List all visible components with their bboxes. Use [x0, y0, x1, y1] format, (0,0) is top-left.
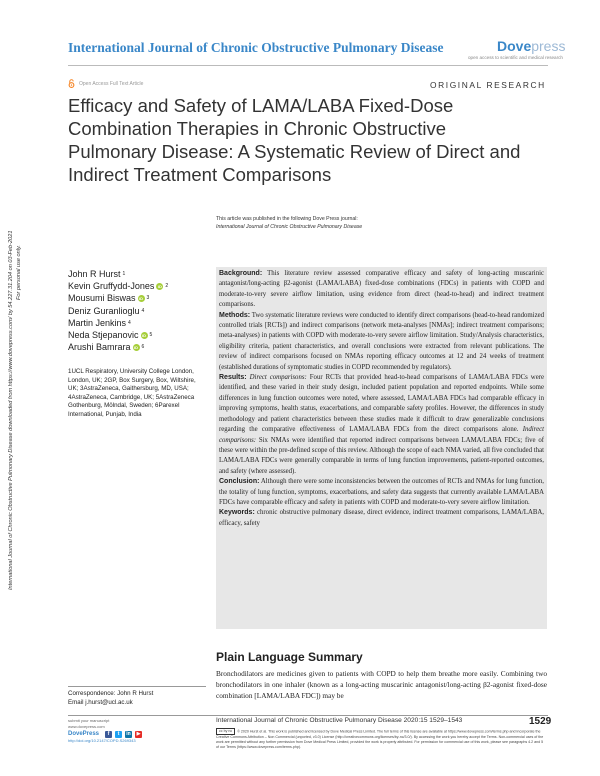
download-sidebar-line2: For personal use only. — [16, 245, 22, 300]
abstract-methods-text: Two systematic literature reviews were conducted to identify direct comparisons (head-to-head randomized controlled trials [RCTs]) and indirect comparisons (network meta-analyses [NMAs]; indirect treatment comparisons; meta-analyses) in patients with COPD with moderate-to-very severe airflow limitation. Study/Analysis characteristics, eligibility criteria, patient characteristics, and overall conclusions were extracted from relevant publications. The review of indirect comparisons focused on NMAs reporting efficacy outcomes at 12 and 24 weeks of treatment (established durations of symptomatic studies in COPD recommended by regulators). — [219, 311, 545, 371]
plain-language-text: Bronchodilators are medicines given to patients with COPD to help them breathe more easily. Combining two bronchodilators in one inhaler (known as a long-acting muscarinic antagonist/long-acting β2-agonist fixed-dose combination [LAMA/LABA FDC]) may be — [216, 669, 547, 700]
author[interactable] — [68, 292, 168, 304]
publication-note-line1: This article was published in the following Dove Press journal: — [216, 216, 358, 222]
open-access-icon — [68, 79, 75, 88]
open-access-badge — [68, 79, 143, 88]
abstract-direct-label: Direct comparisons: — [249, 374, 307, 382]
footer-dovepress-logo[interactable]: DovePress — [68, 731, 100, 737]
download-sidebar-line1: International Journal of Chronic Obstructive Pulmonary Disease downloaded from https://www.dovepress.com/ by 54.227.31.204 on 03-Feb-2021 — [8, 230, 14, 590]
youtube-icon[interactable]: ▶ — [136, 731, 141, 737]
doi-link[interactable]: http://doi.org/10.2147/COPD.S269343 — [68, 738, 136, 743]
author-list — [68, 268, 168, 353]
correspondence-name: Correspondence: John R Hurst — [68, 690, 154, 697]
author[interactable] — [68, 268, 168, 280]
correspondence — [68, 690, 153, 707]
footer-divider — [68, 715, 548, 716]
cc-license-icon[interactable]: cc by nc — [216, 728, 235, 735]
abstract-conclusion-text: Although there were some inconsistencies between the outcomes of RCTs and NMAs for lung function, the totality of lung function, symptoms, exacerbations, and safety data suggests that currently available LAMA/LABA FDCs have comparable efficacy and safety in patients with COPD and moderate-to-very severe airflow limitation. — [219, 478, 544, 506]
author-affiliation-ref: 3 — [146, 295, 150, 302]
abstract-conclusion — [219, 477, 544, 508]
page-number: 1529 — [529, 716, 552, 727]
author-affiliation-ref: 6 — [141, 344, 145, 351]
orcid-icon[interactable]: iD — [157, 283, 162, 289]
article-title: Efficacy and Safety of LAMA/LABA Fixed-Dose Combination Therapies in Chronic Obstructive Pulmonary Disease: A Systematic Review of Direct and Indirect Treatment Comparisons — [68, 95, 521, 185]
social-links — [105, 731, 142, 738]
publisher-tagline: open access to scientific and medical research — [468, 55, 563, 60]
affiliations: 1UCL Respiratory, University College London, London, UK; 2GP, Box Surgery, Box, Wiltshire, UK; 3AstraZeneca, Gaithersburg, MD, USA; 4AstraZeneca, Cambridge, UK; 5AstraZeneca Gothenburg, Mölndal, Sweden; 6Parexel International, Punjab, India — [68, 368, 196, 418]
footer-left — [68, 718, 208, 744]
author-affiliation-ref: 4 — [128, 319, 131, 326]
plain-language-heading: Plain Language Summary — [216, 650, 363, 664]
section-label: ORIGINAL RESEARCH — [430, 80, 546, 90]
license-text — [216, 728, 547, 750]
author-name: Neda Stjepanovic — [68, 330, 139, 341]
author-name: Deniz Guranlioglu — [68, 305, 140, 316]
abstract-methods — [219, 311, 544, 373]
author[interactable] — [68, 305, 168, 317]
abstract-text — [219, 269, 544, 529]
correspondence-divider — [68, 686, 206, 687]
facebook-icon[interactable]: f — [105, 731, 112, 738]
author-name: Kevin Gruffydd-Jones — [68, 281, 155, 292]
footer-citation: International Journal of Chronic Obstructive Pulmonary Disease 2020:15 1529–1543 — [216, 717, 463, 724]
abstract-results-label: Results: — [219, 374, 247, 382]
author[interactable] — [68, 280, 168, 292]
abstract-methods-label: Methods: — [219, 311, 251, 319]
abstract-keywords-label: Keywords: — [219, 509, 255, 517]
author-name: Mousumi Biswas — [68, 293, 136, 304]
header-divider — [68, 65, 548, 66]
orcid-icon[interactable]: iD — [134, 344, 139, 350]
abstract-background-text: This literature review assessed comparative efficacy and safety of long-acting muscarinic antagonist/long-acting β2-agonist (LAMA/LABA) fixed-dose combinations (FDCs) in patients with COPD and moderate-to-very severe airflow limitation, using evidence from direct (head-to-head) and indirect treatment comparisons. — [219, 270, 544, 309]
journal-title: International Journal of Chronic Obstructive Pulmonary Disease — [68, 40, 444, 55]
twitter-icon[interactable]: t — [115, 731, 122, 738]
author-affiliation-ref: 1 — [122, 271, 126, 277]
publisher-logo-suffix: press — [531, 38, 566, 54]
author-affiliation-ref: 5 — [149, 332, 153, 339]
orcid-icon[interactable]: iD — [142, 332, 147, 338]
abstract-results — [219, 373, 544, 477]
author[interactable] — [68, 329, 168, 341]
download-sidebar — [2, 90, 32, 590]
publisher-logo[interactable] — [497, 38, 565, 54]
correspondence-email[interactable]: Email j.hurst@ucl.ac.uk — [68, 698, 133, 706]
abstract-direct-text: Four RCTs that provided head-to-head comparisons of LAMA/LABA FDCs were identified, and these varied in their study design, included patient population and reported endpoints. While some differences in lung function outcomes were noted, where assessed, LAMA/LABA FDCs had comparable efficacy in improving symptoms, health status, exacerbations, and comparable safety profiles. However, the differences in study methodology and patient characteristics between these studies made it difficult to draw generalizable conclusions regarding the comparative effectiveness of LAMA/LABA FDCs from the direct comparisons alone. — [219, 374, 545, 434]
orcid-icon[interactable]: iD — [139, 296, 144, 301]
dovepress-website-link[interactable]: www.dovepress.com — [68, 724, 105, 729]
publisher-logo-main: Dove — [497, 38, 532, 54]
submit-manuscript-link[interactable]: submit your manuscript — [68, 718, 110, 723]
author-affiliation-ref: 4 — [141, 307, 145, 314]
author[interactable] — [68, 317, 168, 329]
abstract-keywords-text: chronic obstructive pulmonary disease, direct evidence, indirect treatment comparisons, LAMA/LABA, efficacy, safety — [219, 509, 544, 527]
publication-note — [216, 215, 362, 231]
abstract-indirect-label: Indirect comparisons: — [219, 426, 544, 444]
abstract-background-label: Background: — [219, 270, 263, 277]
author-name: Arushi Bamrara — [68, 342, 131, 353]
abstract-keywords — [219, 508, 544, 529]
abstract-box — [216, 267, 547, 629]
open-access-label: Open Access Full Text Article — [79, 80, 144, 87]
author-name: John R Hurst — [68, 269, 121, 279]
author-name: Martin Jenkins — [68, 317, 127, 328]
abstract-background — [219, 269, 544, 311]
license-statement: © 2020 Hurst et al. This work is published and licensed by Dove Medical Press Limited. The full terms of this license are available at https://www.dovepress.com/terms.php and incorporate the Creative Commons Attribution – Non Commercial (unported, v3.0) License (http://creativecommons.org/licenses/by-nc/3.0/). By accessing the work you hereby accept the Terms. Non-commercial uses of the work are permitted without any further permission from Dove Medical Press Limited, provided the work is properly attributed. For permission for commercial use of this work, please see paragraphs 4.2 and 5 of our Terms (https://www.dovepress.com/terms.php). — [216, 729, 544, 749]
author-affiliation-ref: 2 — [165, 283, 169, 290]
linkedin-icon[interactable]: in — [126, 731, 131, 737]
abstract-indirect-text: Six NMAs were identified that reported indirect comparisons between LAMA/LABA FDCs; five of these were within the pre-defined scope of this review. Although the scope of each NMA varied, all five concluded that LAMA/LABA FDCs were generally comparable in terms of lung function improvements, patient-reported outcomes, and safety (where assessed). — [219, 436, 544, 475]
author[interactable] — [68, 341, 168, 353]
publication-note-journal: International Journal of Chronic Obstructive Pulmonary Disease — [216, 224, 363, 230]
abstract-conclusion-label: Conclusion: — [219, 478, 260, 486]
